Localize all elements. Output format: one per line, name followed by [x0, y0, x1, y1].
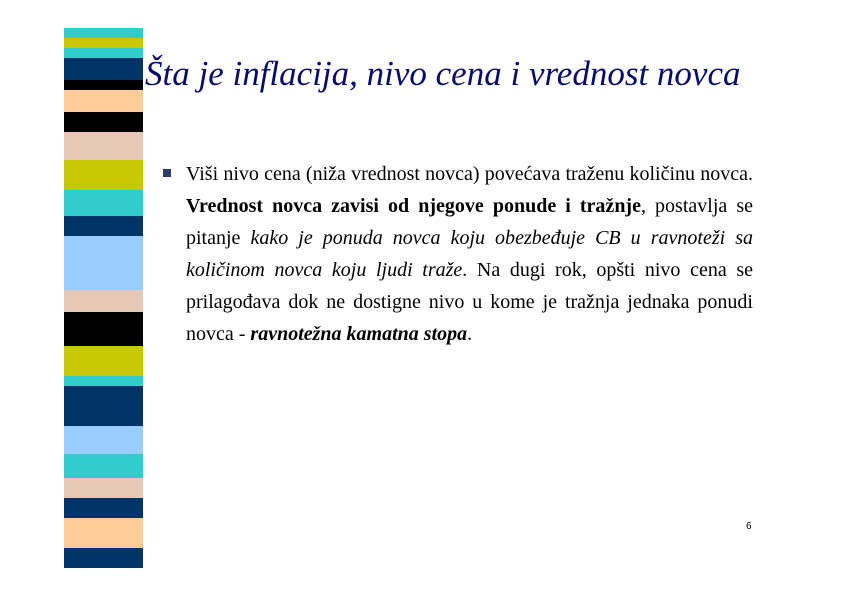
stripe-band	[64, 80, 143, 90]
stripe-band	[64, 28, 143, 38]
stripe-band	[64, 376, 143, 386]
body-text-run-italic: kako je ponuda novca koju obezbeđuje CB u ravnoteži sa količinom novca koju ljudi traže	[186, 227, 753, 281]
bullet-square-icon	[163, 169, 171, 177]
stripe-band	[64, 346, 143, 376]
stripe-band	[64, 190, 143, 216]
stripe-band	[64, 454, 143, 478]
slide-title: Šta je inflacija, nivo cena i vrednost novca	[145, 54, 741, 93]
body-text-run-bold-italic: ravnotežna kamatna stopa	[250, 323, 468, 345]
stripe-band	[64, 90, 143, 112]
stripe-band	[64, 216, 143, 236]
stripe-band	[64, 160, 143, 190]
stripe-band	[64, 386, 143, 426]
stripe-band	[64, 548, 143, 568]
stripe-band	[64, 426, 143, 454]
body-text-run: , postavlja se pitanje	[186, 195, 753, 249]
stripe-band	[64, 312, 143, 346]
stripe-band	[64, 48, 143, 58]
body-text-run: Viši nivo cena (niža vrednost novca) povećava traženu količinu novca.	[186, 163, 753, 185]
body-text-run: .	[467, 323, 473, 345]
stripe-band	[64, 132, 143, 160]
stripe-band	[64, 38, 143, 48]
decorative-stripe-bar	[64, 28, 143, 568]
stripe-band	[64, 58, 143, 80]
stripe-band	[64, 498, 143, 518]
stripe-band	[64, 112, 143, 132]
stripe-band	[64, 290, 143, 314]
page-number: 6	[746, 521, 752, 532]
body-paragraph	[186, 158, 753, 350]
body-text-run: . Na dugi rok, opšti nivo cena se prilagođava dok ne dostigne nivo u kome je tražnja jednaka ponudi novca -	[186, 259, 753, 345]
stripe-band	[64, 236, 143, 264]
stripe-band	[64, 264, 143, 290]
stripe-band	[64, 518, 143, 548]
stripe-band	[64, 478, 143, 498]
body-text-run-bold: Vrednost novca zavisi od njegove ponude i tražnje	[186, 195, 641, 217]
